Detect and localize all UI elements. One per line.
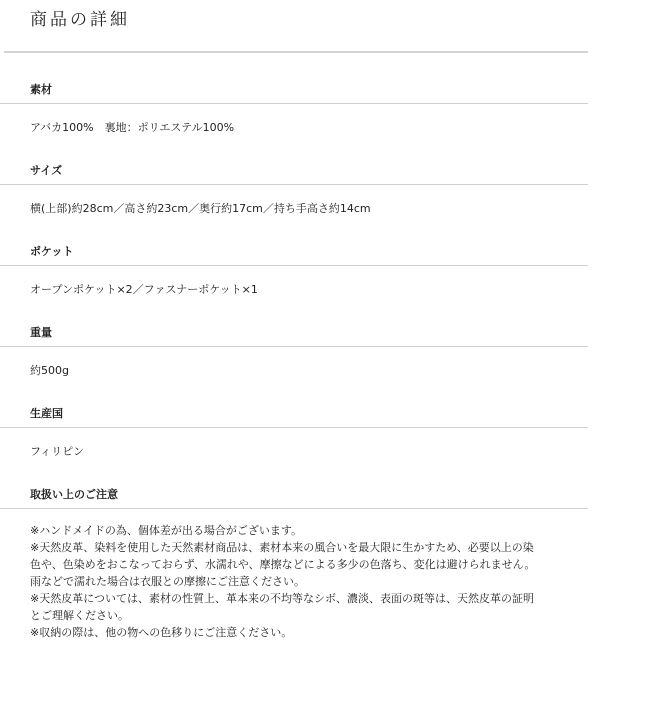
section-weight <box>0 323 588 389</box>
section-body-pocket: オープンポケット×2／ファスナーポケット×1 <box>30 283 258 296</box>
section-header <box>0 485 588 509</box>
care-note-line: ※ハンドメイドの為、個体差が出る場合がございます。 <box>30 524 303 537</box>
section-header <box>0 242 588 266</box>
section-header <box>0 404 588 428</box>
section-header <box>0 80 588 104</box>
section-heading-size: サイズ <box>30 164 63 177</box>
page-header <box>4 0 588 53</box>
section-body-country: フィリピン <box>30 445 85 458</box>
detail-sections <box>0 80 588 641</box>
care-note-line: とご理解ください。 <box>30 609 129 622</box>
care-note-line: ※天然皮革については、素材の性質上、革本来の不均等なシボ、濃淡、表面の斑等は、天然皮革の証明 <box>30 592 534 605</box>
care-notes <box>0 509 560 641</box>
section-heading-weight: 重量 <box>30 326 52 339</box>
section-care <box>0 485 588 641</box>
care-note-line: ※収納の際は、他の物への色移りにご注意ください。 <box>30 626 293 639</box>
care-note-line: 色や、色染めをおこなっておらず、水濡れや、摩擦などによる多少の色落ち、変化は避けられません。 <box>30 558 536 571</box>
care-note-line: ※天然皮革、染料を使用した天然素材商品は、素材本来の風合いを最大限に生かすため、必要以上の染 <box>30 541 534 554</box>
section-size <box>0 161 588 227</box>
section-pocket <box>0 242 588 308</box>
care-note-line: 雨などで濡れた場合は衣服との摩擦にご注意ください。 <box>30 575 305 588</box>
section-body-weight: 約500g <box>30 364 69 377</box>
section-body-material: アバカ100% 裏地：ポリエステル100% <box>30 121 235 134</box>
section-heading-care: 取扱い上のご注意 <box>30 488 118 501</box>
page-title: 商品の詳細 <box>30 10 130 30</box>
section-header <box>0 323 588 347</box>
section-heading-material: 素材 <box>30 83 52 96</box>
section-country <box>0 404 588 470</box>
section-header <box>0 161 588 185</box>
section-heading-country: 生産国 <box>30 407 63 420</box>
section-material <box>0 80 588 146</box>
section-body-size: 横(上部)約28cm／高さ約23cm／奥行約17cm／持ち手高さ約14cm <box>30 202 371 215</box>
section-heading-pocket: ポケット <box>30 245 74 258</box>
